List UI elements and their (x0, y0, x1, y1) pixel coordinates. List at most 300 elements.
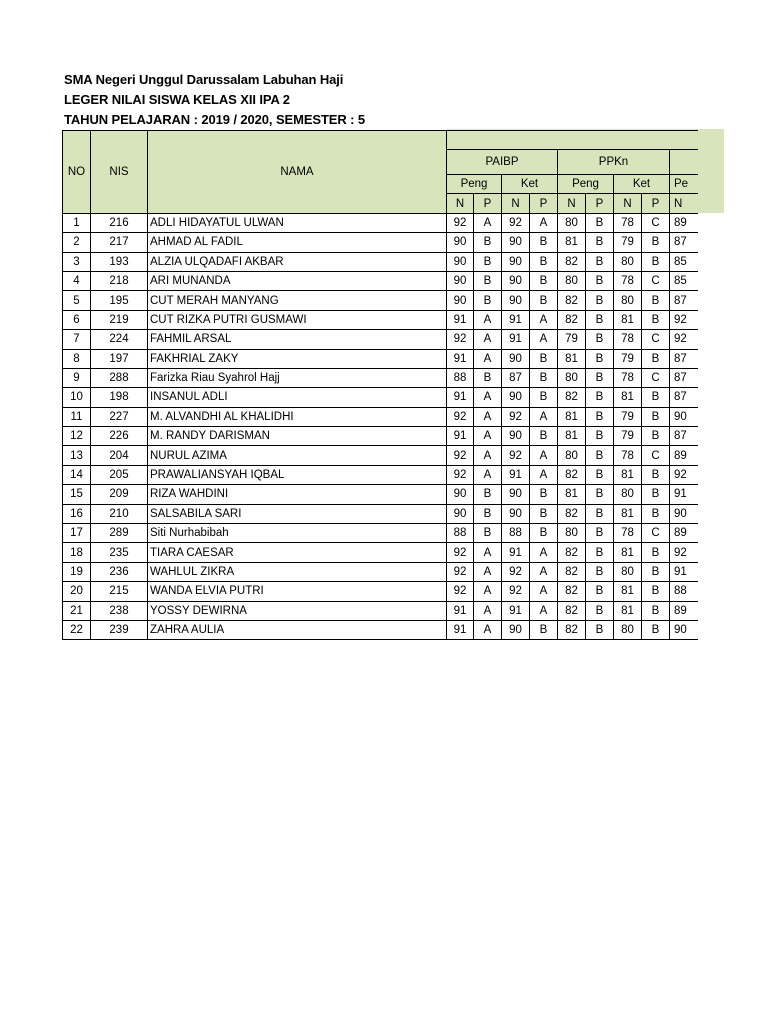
header-row-top (63, 131, 698, 150)
cell-next-peng-n: 90 (670, 620, 698, 639)
table-row (63, 601, 698, 620)
cell-nama: M. ALVANDHI AL KHALIDHI (148, 407, 447, 426)
cell-ppkn-ket-p: B (642, 388, 670, 407)
cell-ppkn-ket-n: 78 (614, 446, 642, 465)
cell-ppkn-ket-n: 78 (614, 368, 642, 387)
cell-ppkn-peng-p: B (586, 349, 614, 368)
cell-ppkn-ket-p: B (642, 465, 670, 484)
cell-nama: PRAWALIANSYAH IQBAL (148, 465, 447, 484)
cell-paibp-peng-n: 91 (447, 388, 474, 407)
cell-paibp-peng-p: A (474, 620, 502, 639)
header-n: N (614, 194, 642, 213)
cell-no: 3 (63, 252, 91, 271)
column-header-no: NO (63, 131, 91, 214)
cell-paibp-ket-p: B (530, 291, 558, 310)
cell-paibp-ket-p: B (530, 388, 558, 407)
cell-nama: WAHLUL ZIKRA (148, 562, 447, 581)
cell-no: 9 (63, 368, 91, 387)
cell-ppkn-ket-n: 81 (614, 504, 642, 523)
cell-nis: 204 (91, 446, 148, 465)
cell-next-peng-n: 92 (670, 330, 698, 349)
cell-nama: AHMAD AL FADIL (148, 233, 447, 252)
cell-next-peng-n: 85 (670, 271, 698, 290)
cell-next-peng-n: 92 (670, 465, 698, 484)
aspect-header-peng: Peng (558, 175, 614, 194)
cell-paibp-peng-n: 90 (447, 271, 474, 290)
cell-nama: ARI MUNANDA (148, 271, 447, 290)
cell-nis: 197 (91, 349, 148, 368)
header-n: N (447, 194, 474, 213)
cell-paibp-peng-n: 88 (447, 368, 474, 387)
cell-paibp-peng-p: B (474, 504, 502, 523)
cell-ppkn-peng-p: B (586, 562, 614, 581)
cell-ppkn-ket-n: 79 (614, 233, 642, 252)
header-p: P (642, 194, 670, 213)
cell-paibp-peng-p: A (474, 601, 502, 620)
cell-next-peng-n: 90 (670, 504, 698, 523)
cell-next-peng-n: 87 (670, 427, 698, 446)
cell-paibp-ket-p: A (530, 582, 558, 601)
cell-nis: 289 (91, 524, 148, 543)
document-header (64, 70, 365, 130)
cell-nama: ALZIA ULQADAFI AKBAR (148, 252, 447, 271)
cell-ppkn-peng-n: 81 (558, 407, 586, 426)
cell-ppkn-peng-p: B (586, 601, 614, 620)
cell-paibp-ket-p: B (530, 504, 558, 523)
cell-ppkn-ket-p: B (642, 310, 670, 329)
cell-ppkn-peng-n: 80 (558, 446, 586, 465)
cell-paibp-peng-p: B (474, 524, 502, 543)
cell-nama: RIZA WAHDINI (148, 485, 447, 504)
cell-ppkn-ket-p: B (642, 427, 670, 446)
cell-paibp-peng-n: 91 (447, 427, 474, 446)
subject-header-ppkn: PPKn (558, 150, 670, 175)
cell-paibp-ket-n: 91 (502, 330, 530, 349)
cell-ppkn-ket-p: B (642, 233, 670, 252)
cell-paibp-peng-p: A (474, 388, 502, 407)
cell-nama: CUT MERAH MANYANG (148, 291, 447, 310)
cell-nama: SALSABILA SARI (148, 504, 447, 523)
cell-paibp-ket-n: 90 (502, 349, 530, 368)
cell-nis: 235 (91, 543, 148, 562)
cell-nis: 236 (91, 562, 148, 581)
cell-nis: 224 (91, 330, 148, 349)
cell-ppkn-ket-n: 78 (614, 213, 642, 232)
cell-next-peng-n: 90 (670, 407, 698, 426)
cell-ppkn-peng-n: 82 (558, 252, 586, 271)
cell-ppkn-peng-n: 82 (558, 601, 586, 620)
cell-nama: INSANUL ADLI (148, 388, 447, 407)
cell-ppkn-ket-p: B (642, 485, 670, 504)
cell-next-peng-n: 92 (670, 310, 698, 329)
cell-ppkn-peng-p: B (586, 388, 614, 407)
table-row (63, 446, 698, 465)
table-row (63, 388, 698, 407)
cell-paibp-ket-n: 91 (502, 543, 530, 562)
cell-paibp-peng-p: A (474, 427, 502, 446)
cell-paibp-ket-p: B (530, 485, 558, 504)
cell-paibp-peng-n: 92 (447, 582, 474, 601)
cell-ppkn-peng-n: 81 (558, 485, 586, 504)
cell-paibp-peng-n: 92 (447, 407, 474, 426)
cell-paibp-peng-p: A (474, 310, 502, 329)
cell-paibp-ket-p: A (530, 330, 558, 349)
header-p: P (530, 194, 558, 213)
table-row (63, 620, 698, 639)
cell-nis: 195 (91, 291, 148, 310)
cell-ppkn-peng-p: B (586, 233, 614, 252)
cell-ppkn-peng-p: B (586, 524, 614, 543)
cell-no: 20 (63, 582, 91, 601)
cell-paibp-ket-n: 88 (502, 524, 530, 543)
cell-next-peng-n: 89 (670, 524, 698, 543)
cell-ppkn-peng-n: 82 (558, 504, 586, 523)
cell-ppkn-ket-p: C (642, 213, 670, 232)
table-row (63, 368, 698, 387)
cell-ppkn-ket-n: 78 (614, 524, 642, 543)
cell-ppkn-ket-p: B (642, 407, 670, 426)
cell-paibp-peng-p: B (474, 368, 502, 387)
cell-ppkn-peng-p: B (586, 582, 614, 601)
cell-paibp-peng-n: 90 (447, 252, 474, 271)
cell-ppkn-ket-p: C (642, 330, 670, 349)
cell-nama: FAHMIL ARSAL (148, 330, 447, 349)
cell-ppkn-ket-n: 80 (614, 562, 642, 581)
cell-next-peng-n: 87 (670, 349, 698, 368)
table-row (63, 562, 698, 581)
cell-nama: NURUL AZIMA (148, 446, 447, 465)
cell-paibp-ket-p: B (530, 427, 558, 446)
cell-ppkn-ket-n: 81 (614, 388, 642, 407)
cell-ppkn-peng-p: B (586, 291, 614, 310)
cell-no: 21 (63, 601, 91, 620)
cell-ppkn-peng-p: B (586, 446, 614, 465)
cell-ppkn-peng-p: B (586, 213, 614, 232)
cell-nama: FAKHRIAL ZAKY (148, 349, 447, 368)
cell-ppkn-peng-n: 82 (558, 582, 586, 601)
grades-table (62, 130, 698, 640)
cell-paibp-ket-n: 90 (502, 252, 530, 271)
cell-nis: 288 (91, 368, 148, 387)
cell-no: 11 (63, 407, 91, 426)
grades-table-body (63, 213, 698, 640)
cell-ppkn-peng-p: B (586, 407, 614, 426)
cell-paibp-ket-p: B (530, 349, 558, 368)
cell-ppkn-ket-n: 78 (614, 271, 642, 290)
table-row (63, 233, 698, 252)
header-blank-row (447, 131, 698, 150)
cell-ppkn-peng-n: 82 (558, 543, 586, 562)
cell-paibp-peng-n: 91 (447, 620, 474, 639)
cell-ppkn-peng-n: 81 (558, 233, 586, 252)
cell-paibp-peng-p: A (474, 407, 502, 426)
cell-ppkn-peng-n: 80 (558, 368, 586, 387)
cell-ppkn-ket-n: 81 (614, 582, 642, 601)
cell-paibp-peng-p: A (474, 465, 502, 484)
table-row (63, 407, 698, 426)
cell-ppkn-ket-n: 81 (614, 310, 642, 329)
cell-nis: 215 (91, 582, 148, 601)
cell-ppkn-ket-n: 81 (614, 543, 642, 562)
cell-ppkn-ket-n: 80 (614, 485, 642, 504)
cell-paibp-peng-p: A (474, 446, 502, 465)
cell-paibp-ket-p: A (530, 465, 558, 484)
cell-paibp-peng-n: 92 (447, 465, 474, 484)
table-row (63, 310, 698, 329)
cell-nama: WANDA ELVIA PUTRI (148, 582, 447, 601)
cell-nama: M. RANDY DARISMAN (148, 427, 447, 446)
cell-paibp-ket-p: A (530, 213, 558, 232)
cell-paibp-ket-n: 90 (502, 504, 530, 523)
cell-ppkn-ket-p: B (642, 291, 670, 310)
cell-nis: 238 (91, 601, 148, 620)
cell-paibp-ket-p: A (530, 601, 558, 620)
aspect-header-ket: Ket (502, 175, 558, 194)
column-header-nis: NIS (91, 131, 148, 214)
cell-nama: CUT RIZKA PUTRI GUSMAWI (148, 310, 447, 329)
cell-next-peng-n: 85 (670, 252, 698, 271)
cell-paibp-ket-p: A (530, 562, 558, 581)
cell-paibp-ket-n: 92 (502, 446, 530, 465)
cell-ppkn-peng-n: 82 (558, 291, 586, 310)
cell-ppkn-ket-p: C (642, 368, 670, 387)
cell-no: 15 (63, 485, 91, 504)
cell-ppkn-peng-p: B (586, 252, 614, 271)
cell-ppkn-ket-n: 79 (614, 427, 642, 446)
cell-nis: 193 (91, 252, 148, 271)
cell-ppkn-ket-p: B (642, 562, 670, 581)
cell-next-peng-n: 87 (670, 388, 698, 407)
cell-ppkn-ket-p: C (642, 271, 670, 290)
cell-ppkn-ket-p: B (642, 582, 670, 601)
cell-ppkn-peng-p: B (586, 465, 614, 484)
cell-paibp-ket-n: 90 (502, 485, 530, 504)
cell-paibp-peng-n: 92 (447, 330, 474, 349)
cell-next-peng-n: 89 (670, 213, 698, 232)
cell-next-peng-n: 91 (670, 562, 698, 581)
cell-ppkn-peng-p: B (586, 620, 614, 639)
cell-ppkn-ket-n: 79 (614, 349, 642, 368)
cell-paibp-ket-p: A (530, 543, 558, 562)
cell-ppkn-ket-p: C (642, 446, 670, 465)
cell-paibp-peng-p: B (474, 271, 502, 290)
cell-no: 2 (63, 233, 91, 252)
header-p: P (586, 194, 614, 213)
cell-no: 22 (63, 620, 91, 639)
cell-paibp-ket-n: 92 (502, 407, 530, 426)
table-row (63, 582, 698, 601)
cell-paibp-peng-n: 90 (447, 504, 474, 523)
cell-paibp-ket-n: 90 (502, 620, 530, 639)
cell-paibp-ket-n: 91 (502, 310, 530, 329)
aspect-header-ket: Ket (614, 175, 670, 194)
column-header-nama: NAMA (148, 131, 447, 214)
cell-nis: 210 (91, 504, 148, 523)
cell-ppkn-peng-n: 80 (558, 213, 586, 232)
cell-nis: 218 (91, 271, 148, 290)
cell-ppkn-peng-p: B (586, 368, 614, 387)
cell-paibp-peng-n: 91 (447, 310, 474, 329)
academic-year: TAHUN PELAJARAN : 2019 / 2020, SEMESTER : 5 (64, 112, 366, 127)
cell-paibp-ket-n: 90 (502, 271, 530, 290)
cell-paibp-ket-p: A (530, 407, 558, 426)
cell-paibp-peng-n: 91 (447, 349, 474, 368)
cell-paibp-ket-p: A (530, 310, 558, 329)
cell-ppkn-peng-p: B (586, 485, 614, 504)
cell-paibp-peng-n: 88 (447, 524, 474, 543)
cell-paibp-ket-n: 92 (502, 213, 530, 232)
cell-nama: ADLI HIDAYATUL ULWAN (148, 213, 447, 232)
table-row (63, 291, 698, 310)
cell-nama: ZAHRA AULIA (148, 620, 447, 639)
header-n: N (670, 194, 698, 213)
cell-no: 10 (63, 388, 91, 407)
cell-no: 12 (63, 427, 91, 446)
cell-no: 16 (63, 504, 91, 523)
cell-next-peng-n: 91 (670, 485, 698, 504)
cell-no: 4 (63, 271, 91, 290)
table-row (63, 427, 698, 446)
cell-nis: 205 (91, 465, 148, 484)
header-n: N (558, 194, 586, 213)
cell-no: 8 (63, 349, 91, 368)
cell-paibp-peng-p: B (474, 485, 502, 504)
cell-ppkn-peng-n: 81 (558, 349, 586, 368)
cell-nis: 217 (91, 233, 148, 252)
cell-paibp-peng-n: 90 (447, 233, 474, 252)
cell-paibp-peng-p: A (474, 213, 502, 232)
cell-ppkn-peng-n: 80 (558, 271, 586, 290)
cell-ppkn-peng-n: 82 (558, 310, 586, 329)
cell-ppkn-ket-p: B (642, 349, 670, 368)
cell-ppkn-ket-p: C (642, 524, 670, 543)
cell-next-peng-n: 89 (670, 446, 698, 465)
cell-nama: YOSSY DEWIRNA (148, 601, 447, 620)
cell-ppkn-peng-n: 80 (558, 524, 586, 543)
table-row (63, 330, 698, 349)
cell-paibp-ket-p: B (530, 271, 558, 290)
cell-paibp-ket-n: 90 (502, 388, 530, 407)
cell-paibp-peng-p: B (474, 291, 502, 310)
cell-ppkn-ket-p: B (642, 601, 670, 620)
cell-paibp-ket-p: B (530, 620, 558, 639)
cell-paibp-ket-p: B (530, 252, 558, 271)
cell-no: 18 (63, 543, 91, 562)
cell-ppkn-peng-n: 82 (558, 620, 586, 639)
cell-paibp-ket-p: B (530, 524, 558, 543)
cell-ppkn-ket-n: 81 (614, 601, 642, 620)
cell-paibp-peng-p: A (474, 349, 502, 368)
cell-ppkn-ket-n: 81 (614, 465, 642, 484)
cell-next-peng-n: 87 (670, 233, 698, 252)
cell-paibp-peng-p: A (474, 582, 502, 601)
cell-ppkn-ket-p: B (642, 504, 670, 523)
cell-ppkn-peng-n: 82 (558, 388, 586, 407)
table-row (63, 349, 698, 368)
cell-nis: 226 (91, 427, 148, 446)
cell-paibp-ket-p: B (530, 233, 558, 252)
cell-ppkn-ket-n: 80 (614, 252, 642, 271)
table-row (63, 213, 698, 232)
cell-paibp-peng-n: 90 (447, 291, 474, 310)
cell-paibp-peng-n: 92 (447, 213, 474, 232)
cell-ppkn-peng-n: 81 (558, 427, 586, 446)
cell-no: 14 (63, 465, 91, 484)
cell-paibp-peng-p: A (474, 562, 502, 581)
cell-paibp-peng-p: B (474, 252, 502, 271)
cell-next-peng-n: 87 (670, 291, 698, 310)
table-row (63, 252, 698, 271)
header-p: P (474, 194, 502, 213)
cell-ppkn-peng-p: B (586, 310, 614, 329)
cell-paibp-ket-p: B (530, 368, 558, 387)
cell-paibp-peng-p: A (474, 330, 502, 349)
cell-paibp-ket-n: 92 (502, 582, 530, 601)
cell-ppkn-ket-p: B (642, 252, 670, 271)
cell-paibp-ket-n: 90 (502, 427, 530, 446)
header-n: N (502, 194, 530, 213)
document-title: LEGER NILAI SISWA KELAS XII IPA 2 (64, 92, 290, 107)
cell-no: 6 (63, 310, 91, 329)
aspect-header-peng: Peng (447, 175, 502, 194)
cell-nis: 198 (91, 388, 148, 407)
cell-no: 19 (63, 562, 91, 581)
cell-ppkn-peng-p: B (586, 330, 614, 349)
cell-ppkn-peng-p: B (586, 427, 614, 446)
cell-ppkn-ket-p: B (642, 543, 670, 562)
cell-no: 5 (63, 291, 91, 310)
school-name: SMA Negeri Unggul Darussalam Labuhan Haji (64, 72, 344, 87)
cell-paibp-peng-n: 92 (447, 562, 474, 581)
cell-no: 17 (63, 524, 91, 543)
table-row (63, 485, 698, 504)
cell-nis: 239 (91, 620, 148, 639)
cell-ppkn-ket-n: 80 (614, 291, 642, 310)
cell-next-peng-n: 92 (670, 543, 698, 562)
subject-header-next (670, 150, 698, 175)
cell-nis: 209 (91, 485, 148, 504)
cell-ppkn-peng-p: B (586, 271, 614, 290)
cell-ppkn-peng-p: B (586, 504, 614, 523)
cell-next-peng-n: 87 (670, 368, 698, 387)
cell-ppkn-peng-p: B (586, 543, 614, 562)
table-row (63, 543, 698, 562)
subject-header-paibp: PAIBP (447, 150, 558, 175)
cell-paibp-ket-n: 91 (502, 465, 530, 484)
cell-ppkn-peng-n: 82 (558, 562, 586, 581)
cell-ppkn-peng-n: 79 (558, 330, 586, 349)
cell-ppkn-peng-n: 82 (558, 465, 586, 484)
cell-nama: Siti Nurhabibah (148, 524, 447, 543)
cell-paibp-ket-n: 90 (502, 233, 530, 252)
cell-paibp-ket-n: 87 (502, 368, 530, 387)
cell-paibp-peng-p: B (474, 233, 502, 252)
cell-paibp-peng-n: 90 (447, 485, 474, 504)
cell-no: 7 (63, 330, 91, 349)
aspect-header-peng-cut: Pe (670, 175, 698, 194)
cell-ppkn-ket-p: B (642, 620, 670, 639)
table-row (63, 465, 698, 484)
cell-paibp-peng-n: 92 (447, 446, 474, 465)
cell-nama: Farizka Riau Syahrol Hajj (148, 368, 447, 387)
cell-ppkn-ket-n: 79 (614, 407, 642, 426)
cell-paibp-ket-p: A (530, 446, 558, 465)
table-row (63, 524, 698, 543)
cell-next-peng-n: 89 (670, 601, 698, 620)
cell-next-peng-n: 88 (670, 582, 698, 601)
cell-paibp-peng-n: 92 (447, 543, 474, 562)
cell-paibp-ket-n: 92 (502, 562, 530, 581)
